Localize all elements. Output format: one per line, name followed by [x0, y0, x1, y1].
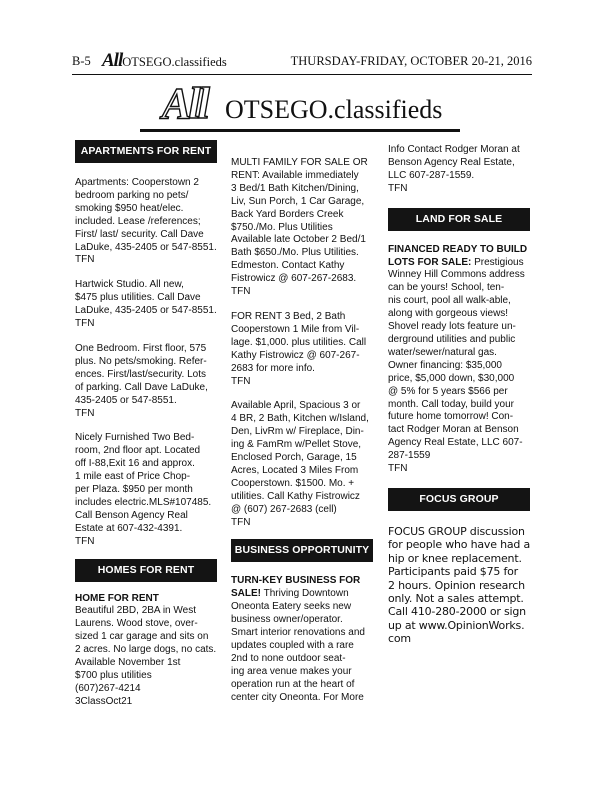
ad-home-for-rent: [75, 593, 223, 709]
masthead: [150, 79, 470, 128]
header-logo-all: All: [102, 50, 123, 71]
section-header-business: BUSINESS OPPORTUNITY: [231, 539, 373, 562]
masthead-rule: [140, 129, 460, 132]
column-1: [75, 140, 223, 709]
ad-land-heading: FINANCED READY TO BUILD LOTS FOR SALE:: [388, 243, 528, 268]
ad-land-body: Prestigious Winney Hill Commons address can be yours! School, ten- nis court, pool all walk-able, along with gorgeous views! Shovel ready lots feature un- derground utilities and public water/sewer/natural gas. Owner financing: $35,000 price, $5,000 down, $30,000 @ 5% for 5 years $566 per month. Call today, build your future home tomorrow! Con- tact Rodger Moran at Benson Agency Real Estate, LLC 607- 287-1559 TFN: [388, 256, 525, 475]
ad-focus-group: FOCUS GROUP discussion for people who have had a hip or knee replacement. Participants paid $75 for 2 hours. Opinion research only. Not a sales attempt. Call 410-280-2000 or sign up at www.OpinionWorks. com: [388, 524, 531, 646]
ad-business-heading: TURN-KEY BUSINESS FOR SALE!: [231, 575, 361, 600]
ad-home-heading: HOME FOR RENT: [75, 592, 159, 604]
section-header-apartments: APARTMENTS FOR RENT: [75, 140, 217, 163]
ad-land-for-sale: [388, 244, 536, 476]
ad-apartments-cooperstown: Apartments: Cooperstown 2 bedroom parking no pets/ smoking $950 heat/elec. included. Lease /references; First/ last/ security. Call Dave LaDuke, 435-2405 or 547-8551. TFN: [75, 177, 217, 266]
column-2: [231, 140, 379, 705]
ad-business-body: Thriving Downtown Oneonta Eatery seeks new business owner/operator. Smart interior renovations and updates coupled with a rare 2nd to none outdoor seat- ing area venue makes your operation run at the heart of center city Oneonta. For More: [231, 588, 365, 703]
column-3: [388, 140, 536, 646]
ad-for-rent-3-bed: FOR RENT 3 Bed, 2 Bath Cooperstown 1 Mile from Vil- lage. $1,000. plus utilities. Call Kathy Fistrowicz @ 607-267- 2683 for more info. TFN: [231, 310, 367, 387]
running-header: [72, 50, 532, 75]
issue-date: THURSDAY-FRIDAY, OCTOBER 20-21, 2016: [290, 54, 532, 68]
section-header-land: LAND FOR SALE: [388, 208, 530, 231]
section-header-homes: HOMES FOR RENT: [75, 559, 217, 582]
ad-hartwick-studio: Hartwick Studio. All new, $475 plus utilities. Call Dave LaDuke, 435-2405 or 547-8551. TFN: [75, 279, 217, 330]
header-logo-name: OTSEGO.classifieds: [122, 55, 227, 69]
header-logo: [102, 50, 227, 72]
masthead-logo-all: All: [162, 79, 207, 128]
ad-one-bedroom: One Bedroom. First floor, 575 plus. No pets/smoking. Refer- ences. First/last/security. Lots of parking. Call Dave LaDuke, 435-2405 or 547-8551. TFN: [75, 342, 208, 419]
section-header-focus: FOCUS GROUP: [388, 488, 530, 511]
ad-turn-key-business: [231, 575, 379, 704]
page-number: B-5: [72, 54, 91, 68]
ad-business-continued: Info Contact Rodger Moran at Benson Agency Real Estate, LLC 607-287-1559. TFN: [388, 144, 520, 194]
ad-available-april: Available April, Spacious 3 or 4 BR, 2 Bath, Kitchen w/Island, Den, LivRm w/ Fireplace, Din- ing & FamRm w/Pellet Stove, Enclosed Porch, Garage, 15 Acres, Located 3 Miles From Cooperstown. $1500. Mo. + utilities. Call Kathy Fistrowicz @ (607) 267-2683 (cell) TFN: [231, 400, 369, 528]
ad-home-body: Beautiful 2BD, 2BA in West Laurens. Wood stove, over- sized 1 car garage and sits on 2 acres. No large dogs, no cats. Available November 1st $700 plus utilities (607)267-4214 3ClassOct21: [75, 605, 217, 707]
ad-multi-family: MULTI FAMILY FOR SALE OR RENT: Available immediately 3 Bed/1 Bath Kitchen/Dining, Liv, Sun Porch, 1 Car Garage, Back Yard Borders Creek $750./Mo. Plus Utilities Available late October 2 Bed/1 Bath $650./Mo. Plus Utilities. Edmeston. Contact Kathy Fistrowicz @ 607-267-2683. TFN: [231, 157, 368, 298]
masthead-logo-name: OTSEGO.classifieds: [225, 95, 443, 124]
ad-furnished-two-bedroom: Nicely Furnished Two Bed- room, 2nd floor apt. Located off I-88,Exit 16 and approx. 1 mile east of Price Chop- per Plaza. $950 per month includes electric.MLS#107485. Call Benson Agency Real Estate at 607-432-4391. TFN: [75, 432, 212, 547]
